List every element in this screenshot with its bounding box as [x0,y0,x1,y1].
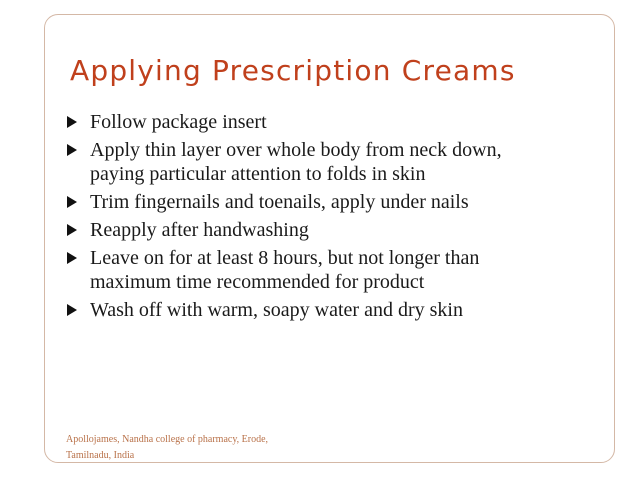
slide-footer [66,432,268,464]
bullet-item [64,110,604,134]
triangle-bullet-icon [67,196,77,208]
triangle-bullet-icon [67,304,77,316]
bullet-text: Leave on for at least 8 hours, but not longer than [90,247,480,269]
triangle-bullet-icon [67,144,77,156]
bullet-text-continued: paying particular attention to folds in skin [90,163,426,185]
triangle-bullet-icon [67,116,77,128]
bullet-text: Reapply after handwashing [90,219,309,241]
bullet-item [64,190,604,214]
bullet-item [64,298,604,322]
bullet-text: Follow package insert [90,111,267,133]
footer-line: Apollojames, Nandha college of pharmacy, Erode, [66,434,269,445]
bullet-item [64,138,604,186]
footer-line: Tamilnadu, India [66,450,135,461]
bullet-list [64,110,604,326]
bullet-text: Apply thin layer over whole body from neck down, [90,139,502,161]
slide-title: Applying Prescription Creams [70,54,516,87]
bullet-text-continued: maximum time recommended for product [90,271,425,293]
bullet-item [64,218,604,242]
bullet-text: Trim fingernails and toenails, apply under nails [90,191,469,213]
bullet-item [64,246,604,294]
bullet-text: Wash off with warm, soapy water and dry skin [90,299,463,321]
triangle-bullet-icon [67,252,77,264]
triangle-bullet-icon [67,224,77,236]
